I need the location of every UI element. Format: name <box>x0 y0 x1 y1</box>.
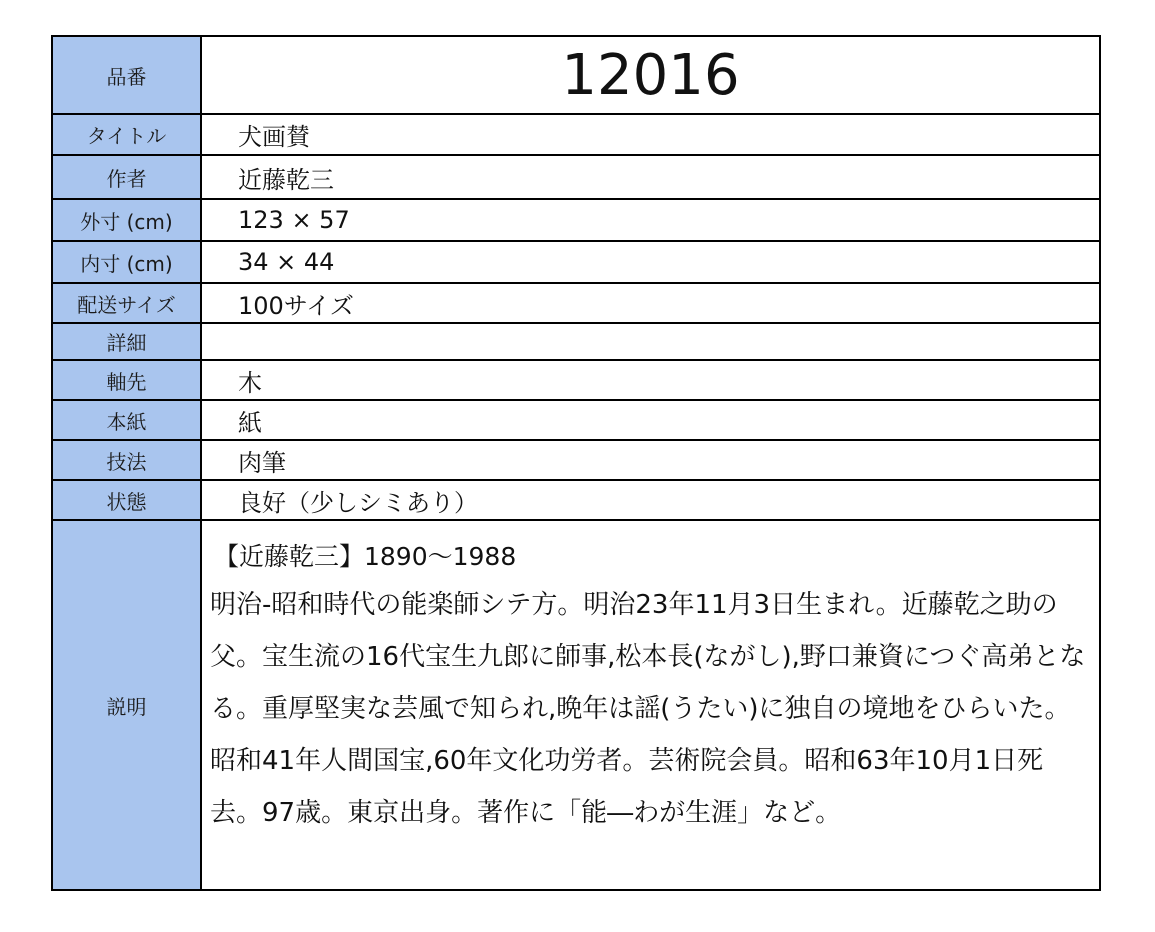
label-condition: 状態 <box>52 480 201 520</box>
value-inner-size: 34 × 44 <box>201 241 1100 283</box>
label-shipping-size: 配送サイズ <box>52 283 201 323</box>
row-condition <box>52 480 1100 520</box>
label-outer-size: 外寸 (cm) <box>52 199 201 241</box>
row-details <box>52 323 1100 360</box>
value-paper: 紙 <box>201 400 1100 440</box>
label-details: 詳細 <box>52 323 201 360</box>
row-item-number <box>52 36 1100 114</box>
label-description: 説明 <box>52 520 201 890</box>
value-details <box>201 323 1100 360</box>
value-title: 犬画賛 <box>201 114 1100 155</box>
value-condition: 良好（少しシミあり） <box>201 480 1100 520</box>
label-title: タイトル <box>52 114 201 155</box>
label-item-number: 品番 <box>52 36 201 114</box>
value-outer-size: 123 × 57 <box>201 199 1100 241</box>
row-shipping-size <box>52 283 1100 323</box>
item-spec-table <box>51 35 1101 891</box>
row-title <box>52 114 1100 155</box>
row-roller-end <box>52 360 1100 400</box>
value-roller-end: 木 <box>201 360 1100 400</box>
label-paper: 本紙 <box>52 400 201 440</box>
label-technique: 技法 <box>52 440 201 480</box>
value-shipping-size: 100サイズ <box>201 283 1100 323</box>
label-author: 作者 <box>52 155 201 199</box>
value-author: 近藤乾三 <box>201 155 1100 199</box>
row-technique <box>52 440 1100 480</box>
value-technique: 肉筆 <box>201 440 1100 480</box>
value-description <box>201 520 1100 890</box>
row-paper <box>52 400 1100 440</box>
label-roller-end: 軸先 <box>52 360 201 400</box>
row-author <box>52 155 1100 199</box>
description-body: 明治-昭和時代の能楽師シテ方。明治23年11月3日生まれ。近藤乾之助の父。宝生流の16代宝生九郎に師事,松本長(ながし),野口兼資につぐ高弟となる。重厚堅実な芸風で知られ,晩年は謡(うたい)に独自の境地をひらいた。昭和41年人間国宝,60年文化功労者。芸術院会員。昭和63年10月1日死去。97歳。東京出身。著作に「能―わが生涯」など。 <box>210 590 1086 828</box>
row-inner-size <box>52 241 1100 283</box>
row-description <box>52 520 1100 890</box>
description-heading: 【近藤乾三】1890～1988 <box>214 542 517 571</box>
row-outer-size <box>52 199 1100 241</box>
label-inner-size: 内寸 (cm) <box>52 241 201 283</box>
value-item-number: 12016 <box>201 36 1100 114</box>
